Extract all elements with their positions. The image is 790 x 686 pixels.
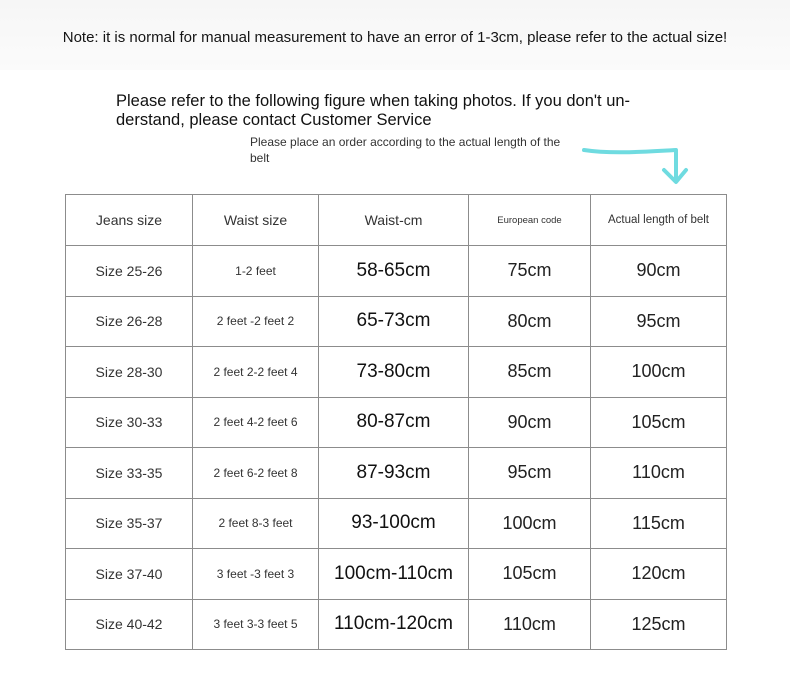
cell-waist-cm: 65-73cm bbox=[319, 296, 469, 347]
cell-waist-size: 3 feet -3 feet 3 bbox=[193, 549, 319, 600]
cell-jeans-size: Size 40-42 bbox=[66, 599, 193, 650]
cell-european-code: 80cm bbox=[469, 296, 591, 347]
cell-european-code: 85cm bbox=[469, 347, 591, 398]
cell-waist-cm: 73-80cm bbox=[319, 347, 469, 398]
header-european-code: European code bbox=[469, 195, 591, 246]
cell-jeans-size: Size 33-35 bbox=[66, 448, 193, 499]
cell-waist-cm: 58-65cm bbox=[319, 246, 469, 297]
cell-waist-size: 2 feet 2-2 feet 4 bbox=[193, 347, 319, 398]
table-row bbox=[66, 498, 727, 549]
cell-waist-size: 3 feet 3-3 feet 5 bbox=[193, 599, 319, 650]
cell-belt-length: 120cm bbox=[591, 549, 727, 600]
cell-waist-cm: 100cm-110cm bbox=[319, 549, 469, 600]
photo-instructions: Please refer to the following figure when taking photos. If you don't un-derstand, please contact Customer Service bbox=[116, 92, 631, 129]
measurement-note: Note: it is normal for manual measurement to have an error of 1-3cm, please refer to the actual size! bbox=[62, 29, 728, 46]
cell-european-code: 110cm bbox=[469, 599, 591, 650]
arrow-down-right-icon bbox=[580, 140, 690, 186]
cell-belt-length: 125cm bbox=[591, 599, 727, 650]
cell-waist-size: 2 feet 6-2 feet 8 bbox=[193, 448, 319, 499]
cell-belt-length: 90cm bbox=[591, 246, 727, 297]
table-row bbox=[66, 246, 727, 297]
cell-european-code: 95cm bbox=[469, 448, 591, 499]
cell-waist-size: 2 feet -2 feet 2 bbox=[193, 296, 319, 347]
cell-belt-length: 100cm bbox=[591, 347, 727, 398]
cell-jeans-size: Size 26-28 bbox=[66, 296, 193, 347]
table-row bbox=[66, 397, 727, 448]
cell-belt-length: 95cm bbox=[591, 296, 727, 347]
cell-european-code: 100cm bbox=[469, 498, 591, 549]
cell-waist-cm: 87-93cm bbox=[319, 448, 469, 499]
order-note: Please place an order according to the actual length of the belt bbox=[250, 135, 561, 165]
cell-waist-size: 2 feet 8-3 feet bbox=[193, 498, 319, 549]
cell-jeans-size: Size 37-40 bbox=[66, 549, 193, 600]
table-row bbox=[66, 296, 727, 347]
table-header-row bbox=[66, 195, 727, 246]
table-row bbox=[66, 599, 727, 650]
header-belt-length: Actual length of belt bbox=[591, 195, 727, 246]
cell-european-code: 105cm bbox=[469, 549, 591, 600]
header-waist-cm: Waist-cm bbox=[319, 195, 469, 246]
table-row bbox=[66, 549, 727, 600]
table-row bbox=[66, 448, 727, 499]
cell-european-code: 90cm bbox=[469, 397, 591, 448]
cell-jeans-size: Size 28-30 bbox=[66, 347, 193, 398]
cell-waist-cm: 80-87cm bbox=[319, 397, 469, 448]
cell-jeans-size: Size 30-33 bbox=[66, 397, 193, 448]
size-table bbox=[65, 194, 727, 650]
header-jeans-size: Jeans size bbox=[66, 195, 193, 246]
cell-waist-cm: 93-100cm bbox=[319, 498, 469, 549]
arrow-shaft bbox=[584, 150, 676, 180]
cell-waist-size: 2 feet 4-2 feet 6 bbox=[193, 397, 319, 448]
cell-european-code: 75cm bbox=[469, 246, 591, 297]
cell-jeans-size: Size 25-26 bbox=[66, 246, 193, 297]
cell-waist-size: 1-2 feet bbox=[193, 246, 319, 297]
cell-belt-length: 115cm bbox=[591, 498, 727, 549]
cell-jeans-size: Size 35-37 bbox=[66, 498, 193, 549]
cell-waist-cm: 110cm-120cm bbox=[319, 599, 469, 650]
header-waist-size: Waist size bbox=[193, 195, 319, 246]
table-row bbox=[66, 347, 727, 398]
cell-belt-length: 105cm bbox=[591, 397, 727, 448]
cell-belt-length: 110cm bbox=[591, 448, 727, 499]
